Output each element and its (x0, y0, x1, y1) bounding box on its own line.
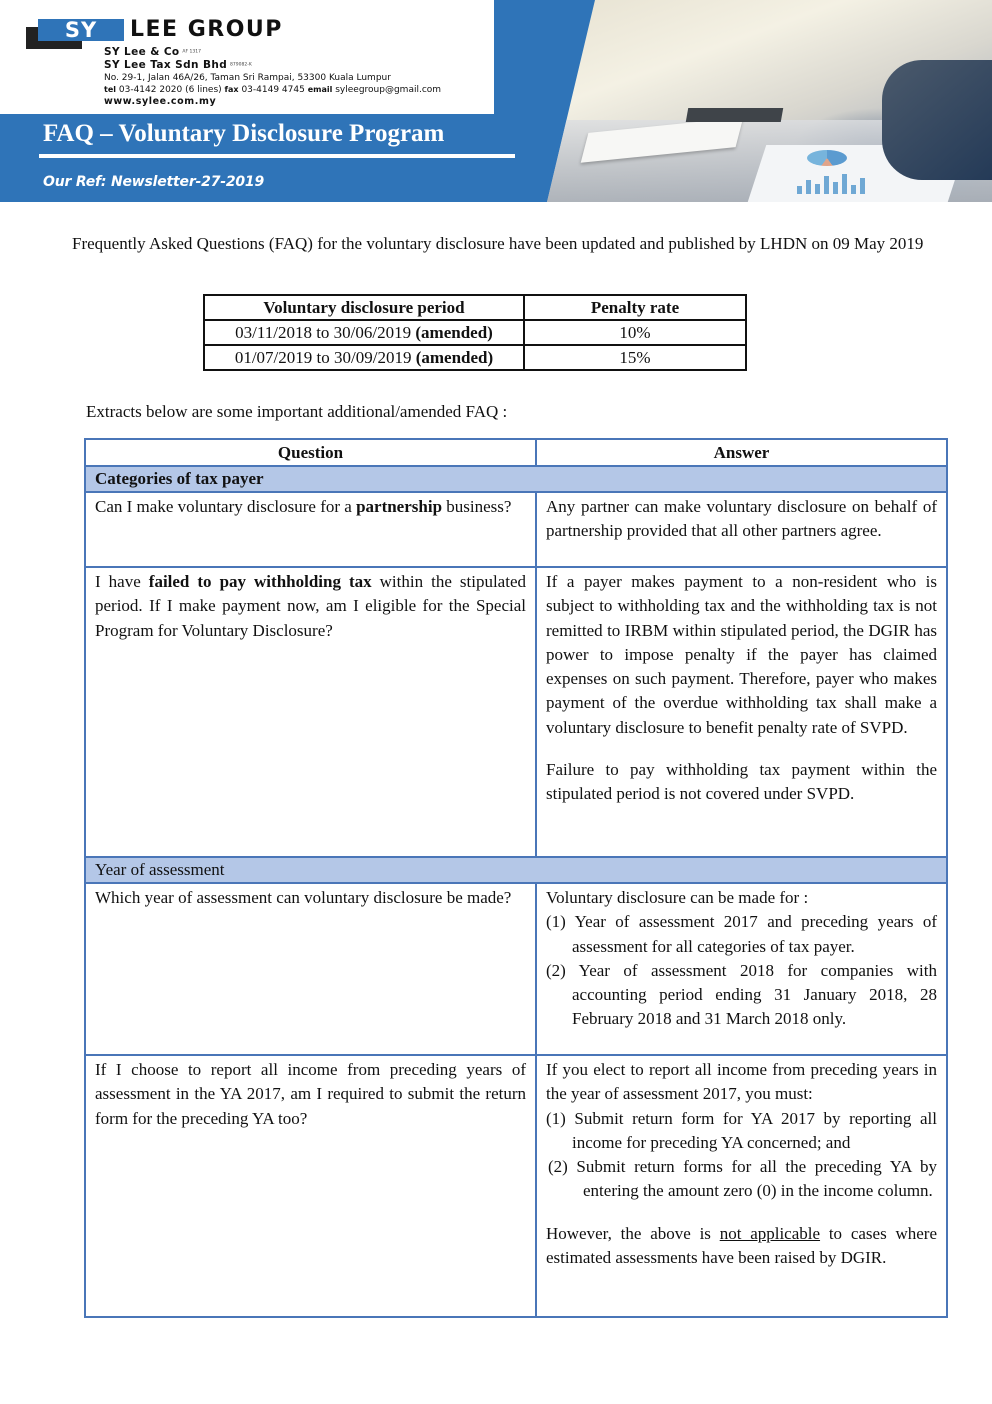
answer-list-item: (1) Year of assessment 2017 and preceding years of assessment for all categories of tax payer. (546, 912, 937, 956)
website-link[interactable]: www.sylee.com.my (104, 96, 217, 107)
table-row (204, 345, 746, 370)
logo-mark: SY (38, 19, 124, 41)
photo-pie-chart (807, 150, 847, 166)
penalty-rate-table (203, 294, 747, 371)
answer-paragraph: If a payer makes payment to a non-resident who is subject to withholding tax and the withholding tax is not remitted to IRBM within stipulated period, the DGIR has power to impose penalty if the payer has claimed expenses on such payment. Therefore, payer who makes payment of the overdue withholding tax shall make a voluntary disclosure to benefit penalty rate of SVPD. (546, 572, 937, 737)
rate-cell: 15% (524, 345, 746, 370)
answer-cell: Any partner can make voluntary disclosure on behalf of partnership provided that all other partners agree. (536, 492, 947, 567)
amended-note: (amended) (415, 348, 494, 367)
page-title: FAQ – Voluntary Disclosure Program (43, 120, 445, 147)
section-title: Year of assessment (85, 857, 947, 883)
newsletter-header (0, 0, 992, 202)
answer-paragraph: Failure to pay withholding tax payment within the stipulated period is not covered under SVPD. (546, 760, 937, 804)
answer-cell (536, 1055, 947, 1317)
section-title: Categories of tax payer (85, 466, 947, 492)
company-details (104, 46, 441, 108)
answer-list-item: (1) Submit return form for YA 2017 by reporting all income for preceding YA concerned; and (546, 1108, 937, 1152)
faq-row (85, 883, 947, 1055)
table-header-row (85, 439, 947, 466)
photo-person-sleeve (882, 60, 992, 180)
column-header-answer: Answer (536, 439, 947, 466)
faq-table (84, 438, 948, 1318)
phone-number: 03-4142 2020 (6 lines) (118, 85, 222, 95)
section-row (85, 857, 947, 883)
company-name: SY Lee Tax Sdn Bhd (104, 59, 228, 71)
question-cell: Can I make voluntary disclosure for a partnership business? (85, 492, 536, 567)
company-address: No. 29-1, Jalan 46A/26, Taman Sri Rampai, 53300 Kuala Lumpur (104, 73, 391, 83)
column-header-question: Question (85, 439, 536, 466)
faq-row (85, 567, 947, 857)
answer-list-item: (2) Submit return forms for all the preceding YA by entering the amount zero (0) in the income column. (548, 1157, 937, 1201)
period-cell: 01/07/2019 to 30/09/2019 (amended) (204, 345, 524, 370)
amended-note: (amended) (415, 323, 493, 342)
title-underline (39, 154, 515, 158)
table-header-row (204, 295, 746, 320)
faq-row (85, 492, 947, 567)
column-header: Voluntary disclosure period (204, 295, 524, 320)
question-cell: Which year of assessment can voluntary disclosure be made? (85, 883, 536, 1055)
answer-note: However, the above is not applicable to cases where estimated assessments have been raised by DGIR. (546, 1223, 937, 1268)
question-cell: I have failed to pay withholding tax within the stipulated period. If I make payment now, am I eligible for the Special Program for Voluntary Disclosure? (85, 567, 536, 857)
company-name: SY Lee & Co (104, 46, 180, 58)
extract-intro: Extracts below are some important additional/amended FAQ : (86, 402, 508, 421)
question-cell: If I choose to report all income from preceding years of assessment in the YA 2017, am I required to submit the return form for the preceding YA too? (85, 1055, 536, 1317)
period-cell: 03/11/2018 to 30/06/2019 (amended) (204, 320, 524, 345)
answer-intro: Voluntary disclosure can be made for : (546, 888, 809, 907)
answer-cell (536, 567, 947, 857)
section-row (85, 466, 947, 492)
faq-row (85, 1055, 947, 1317)
logo-text: LEE GROUP (130, 17, 283, 42)
photo-calculator (686, 108, 783, 122)
header-office-photo (547, 0, 992, 202)
answer-list-item: (2) Year of assessment 2018 for companies with accounting period ending 31 January 2018, 28 February 2018 and 31 March 2018 only. (546, 960, 937, 1029)
rate-cell: 10% (524, 320, 746, 345)
company-contact: tel 03-4142 2020 (6 lines) fax 03-4149 4745 email syleegroup@gmail.com (104, 85, 442, 95)
company-reg-no: 879082-K (230, 62, 252, 68)
intro-paragraph: Frequently Asked Questions (FAQ) for the voluntary disclosure have been updated and published by LHDN on 09 May 2019 (72, 234, 924, 253)
email-address: syleegroup@gmail.com (335, 85, 442, 95)
column-header: Penalty rate (524, 295, 746, 320)
photo-bar-chart (797, 170, 865, 194)
newsletter-reference: Our Ref: Newsletter-27-2019 (43, 174, 265, 190)
fax-number: 03-4149 4745 (241, 85, 305, 95)
underlined-emphasis: not applicable (719, 1223, 821, 1243)
answer-intro: If you elect to report all income from preceding years in the year of assessment 2017, you must: (546, 1060, 937, 1104)
table-row (204, 320, 746, 345)
company-reg-no: AF 1317 (182, 49, 201, 55)
answer-cell (536, 883, 947, 1055)
